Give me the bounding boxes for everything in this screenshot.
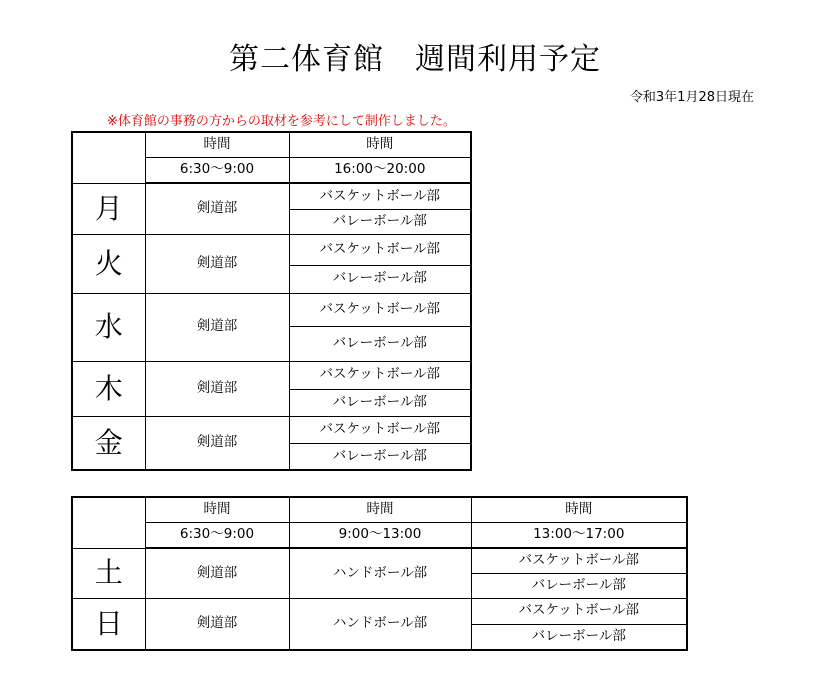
schedule-cell: バスケットボール部 — [289, 293, 471, 326]
schedule-cell: ハンドボール部 — [289, 548, 471, 598]
schedule-cell: バスケットボール部 — [471, 598, 687, 624]
schedule-cell: バレーボール部 — [289, 265, 471, 293]
header-time-label: 時間 — [471, 497, 687, 522]
day-label: 日 — [72, 598, 145, 650]
header-time-range: 13:00～17:00 — [471, 522, 687, 548]
schedule-cell: 剣道部 — [145, 361, 289, 416]
weekend-schedule-table — [71, 496, 688, 651]
schedule-cell: バレーボール部 — [289, 389, 471, 416]
source-notice: ※体育館の事務の方からの取材を参考にして制作しました。 — [107, 114, 456, 129]
schedule-cell: バレーボール部 — [471, 624, 687, 650]
schedule-cell: バレーボール部 — [289, 209, 471, 234]
schedule-cell: 剣道部 — [145, 183, 289, 234]
schedule-cell: バスケットボール部 — [289, 416, 471, 443]
schedule-cell: バスケットボール部 — [289, 361, 471, 389]
header-time-range: 6:30～9:00 — [145, 522, 289, 548]
day-label: 水 — [72, 293, 145, 361]
day-label: 土 — [72, 548, 145, 598]
day-label: 月 — [72, 183, 145, 234]
header-time-label: 時間 — [145, 497, 289, 522]
schedule-cell: 剣道部 — [145, 598, 289, 650]
day-label: 木 — [72, 361, 145, 416]
corner-cell — [72, 132, 145, 183]
header-time-range: 16:00～20:00 — [289, 157, 471, 183]
page-title: 第二体育館 週間利用予定 — [229, 42, 601, 77]
header-time-label: 時間 — [289, 497, 471, 522]
schedule-cell: 剣道部 — [145, 234, 289, 293]
header-time-label: 時間 — [289, 132, 471, 157]
weekday-schedule-table — [71, 131, 472, 471]
corner-cell — [72, 497, 145, 548]
schedule-cell: バレーボール部 — [471, 573, 687, 598]
schedule-cell: ハンドボール部 — [289, 598, 471, 650]
schedule-cell: 剣道部 — [145, 293, 289, 361]
schedule-cell: 剣道部 — [145, 548, 289, 598]
date-note: 令和3年1月28日現在 — [629, 90, 754, 105]
schedule-cell: バレーボール部 — [289, 443, 471, 470]
schedule-cell: バスケットボール部 — [471, 548, 687, 573]
day-label: 金 — [72, 416, 145, 470]
header-time-range: 6:30～9:00 — [145, 157, 289, 183]
schedule-cell: バスケットボール部 — [289, 183, 471, 209]
schedule-cell: バスケットボール部 — [289, 234, 471, 265]
header-time-range: 9:00～13:00 — [289, 522, 471, 548]
schedule-cell: 剣道部 — [145, 416, 289, 470]
day-label: 火 — [72, 234, 145, 293]
header-time-label: 時間 — [145, 132, 289, 157]
schedule-cell: バレーボール部 — [289, 326, 471, 361]
